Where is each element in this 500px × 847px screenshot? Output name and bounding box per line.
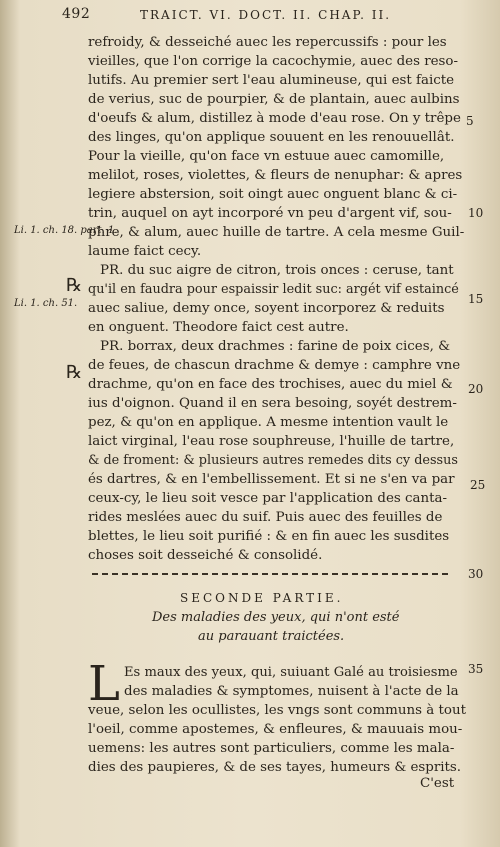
- line-number: 30: [468, 567, 484, 581]
- text-line: de feues, de chascun drachme & demye : camphre vne: [88, 358, 461, 373]
- text-line: ius d'oignon. Quand il en sera besoing, soyét destrem-: [88, 396, 457, 411]
- text-line: rides meslées auec du suif. Puis auec des feuilles de: [88, 510, 443, 525]
- text-line: vieilles, que l'on corrige la cacochymie, auec des reso-: [88, 54, 458, 69]
- running-title: TRAICT. VI. DOCT. II. CHAP. II.: [140, 8, 392, 22]
- text-line: és dartres, & en l'embellissement. Et si ne s'en va par: [88, 472, 455, 487]
- catchword: C'est: [420, 776, 455, 791]
- line-number: 25: [470, 478, 486, 492]
- text-line: l'oeil, comme apostemes, & enfleures, & mauuais mou-: [88, 722, 463, 737]
- text-line: veue, selon les ocullistes, les vngs sont communs à tout: [88, 703, 466, 718]
- section-subtitle: Des maladies des yeux, qui n'ont esté: [152, 610, 400, 625]
- text-line: des maladies & symptomes, nuisent à l'acte de la: [124, 684, 459, 699]
- section-heading: SECONDE PARTIE.: [180, 591, 344, 605]
- line-number: 5: [466, 114, 474, 128]
- line-number: 20: [468, 382, 484, 396]
- drop-cap: L: [88, 656, 120, 712]
- text-line: & de froment: & plusieurs autres remedes dits cy dessus: [88, 453, 458, 468]
- line-number: 10: [468, 206, 484, 220]
- text-line: laict virginal, l'eau rose souphreuse, l'huille de tartre,: [88, 434, 455, 449]
- text-line: melilot, roses, violettes, & fleurs de nenuphar: & apres: [88, 168, 463, 183]
- text-line: drachme, qu'on en face des trochises, auec du miel &: [88, 377, 453, 392]
- margin-note: Li. 1. ch. 18. part. 1.: [14, 225, 118, 236]
- text-line: ceux-cy, le lieu soit vesce par l'application des canta-: [88, 491, 447, 506]
- text-line: Es maux des yeux, qui, suiuant Galé au troisiesme: [124, 665, 458, 680]
- text-line: des linges, qu'on applique souuent en les renouuellât.: [88, 130, 455, 145]
- text-line: refroidy, & desseiché auec les repercussifs : pour les: [88, 35, 447, 50]
- recipe-symbol: ℞: [66, 275, 83, 296]
- text-line: Pour la vieille, qu'on face vn estuue auec camomille,: [88, 149, 445, 164]
- text-line: PR. du suc aigre de citron, trois onces : ceruse, tant: [100, 263, 454, 278]
- text-line: legiere abstersion, soit oingt auec onguent blanc & ci-: [88, 187, 458, 202]
- text-line: d'oeufs & alum, distillez à mode d'eau rose. On y trêpe: [88, 111, 461, 126]
- section-divider: [92, 573, 448, 575]
- text-line: uemens: les autres sont particuliers, comme les mala-: [88, 741, 455, 756]
- text-line: blettes, le lieu soit purifié : & en fin auec les susdites: [88, 529, 450, 544]
- text-line: trin, auquel on ayt incorporé vn peu d'argent vif, sou-: [88, 206, 452, 221]
- line-number: 35: [468, 662, 484, 676]
- recipe-symbol: ℞: [66, 362, 83, 383]
- section-subtitle: au parauant traictées.: [198, 629, 345, 644]
- text-line: lutifs. Au premier sert l'eau alumineuse, qui est faicte: [88, 73, 455, 88]
- text-line: PR. borrax, deux drachmes : farine de poix cices, &: [100, 339, 451, 354]
- text-line: pez, & qu'on en applique. A mesme intention vault le: [88, 415, 449, 430]
- text-line: auec saliue, demy once, soyent incorporez & reduits: [88, 301, 445, 316]
- margin-note: Li. 1. ch. 51.: [14, 298, 78, 309]
- text-line: dies des paupieres, & de ses tayes, humeurs & esprits.: [88, 760, 462, 775]
- text-line: laume faict cecy.: [88, 244, 202, 259]
- text-line: en onguent. Theodore faict cest autre.: [88, 320, 349, 335]
- text-line: de verius, suc de pourpier, & de plantain, auec aulbins: [88, 92, 460, 107]
- text-line: phre, & alum, auec huille de tartre. A cela mesme Guil-: [88, 225, 465, 240]
- text-line: qu'il en faudra pour espaissir ledit suc: argét vif estaincé: [88, 282, 459, 297]
- page-header: [0, 6, 500, 24]
- text-line: choses soit desseiché & consolidé.: [88, 548, 323, 563]
- line-number: 15: [468, 292, 484, 306]
- page-number: 492: [62, 6, 91, 22]
